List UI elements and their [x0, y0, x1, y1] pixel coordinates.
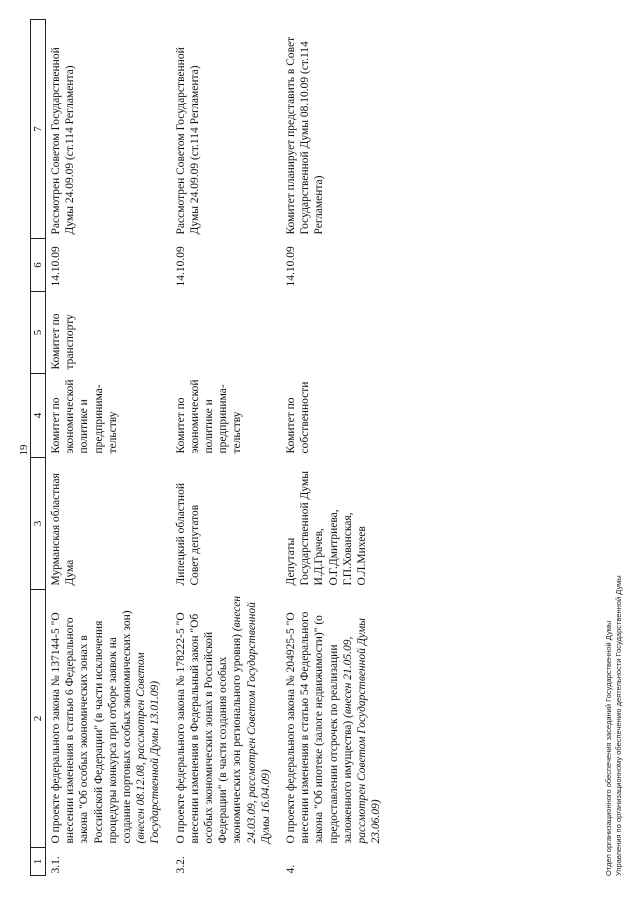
bill-note: (внесен 21.05.09, рассмотрен Советом Государственной Думы 23.06.09)	[341, 618, 383, 844]
responsible-committee: Комитет по экономической политике и предпринима-тельству	[50, 379, 119, 454]
column-header: 6	[31, 239, 46, 292]
bill-title: О проекте федерального закона № 178222-5	[174, 628, 187, 844]
status: Комитет планирует представить в Совет Государственной Думы 08.10.09 (ст.114 Регламента)	[285, 36, 326, 235]
bill-description: "О внесении изменения в статью 54 Федерального закона "Об ипотеке (залоге недвижимости)" (о предоставлении отсрочек по реализации заложенного имущества)	[285, 611, 354, 844]
column-header: 1	[31, 848, 46, 876]
item-number: 4.	[285, 864, 298, 874]
responsible-committee: Комитет по собственности	[285, 381, 312, 454]
table-header-row	[31, 20, 46, 876]
column-header: 3	[31, 458, 46, 590]
deadline-date: 14.10.09	[174, 246, 187, 287]
bills-table	[30, 19, 391, 876]
column-header: 2	[31, 590, 46, 848]
footer-line: Отдел организационного обеспечения заседаний Государственной Думы	[604, 620, 613, 876]
initiator: Депутаты Государственной Думы И.Д.Грачев, О.Г.Дмитриева, Г.П.Хованская, О.Л.Михеев	[285, 471, 369, 586]
column-header: 7	[31, 20, 46, 239]
footer	[604, 575, 624, 876]
bill-description-cell	[46, 590, 171, 848]
item-number: 3.1.	[50, 856, 62, 874]
status: Рассмотрен Советом Государственной Думы 24.09.09 (ст.114 Регламента)	[50, 47, 77, 235]
co-executor-committee	[281, 292, 391, 374]
column-header: 5	[31, 292, 46, 374]
column-header: 4	[31, 374, 46, 458]
initiator: Липецкий областной Совет депутатов	[174, 483, 201, 586]
item-number: 3.2.	[174, 856, 187, 874]
co-executor-committee	[171, 292, 281, 374]
bill-description-cell	[281, 590, 391, 848]
table-row	[46, 20, 171, 876]
page-number: 19	[18, 444, 30, 456]
bill-note: (внесен 24.03.09, рассмотрен Советом Государственной Думы 16.04.09)	[231, 595, 272, 844]
bill-title: О проекте федерального закона № 204925-5	[285, 628, 298, 844]
status: Рассмотрен Советом Государственной Думы 24.09.09 (ст.114 Регламента)	[174, 47, 201, 235]
table-row	[281, 20, 391, 876]
deadline-date: 14.10.09	[285, 246, 298, 287]
responsible-committee: Комитет по экономической политике и предпринима-тельству	[174, 379, 244, 454]
bill-description-cell	[171, 590, 281, 848]
table-row	[171, 20, 281, 876]
footer-line: Управления по организационному обеспечению деятельности Государственной Думы	[614, 575, 623, 876]
deadline-date: 14.10.09	[50, 246, 62, 287]
bill-description: "О внесении изменения в статью 6 Федерального закона "Об особых экономических зонах в Российской Федерации" (в части исключения процедуры конкурса при отборе заявок на создание портовых особых экономических зон)	[50, 610, 134, 844]
bill-title: О проекте федерального закона № 137144-5	[50, 628, 62, 844]
bill-note: (внесен 08.12.08, рассмотрен Советом Государственной Думы 13.01.09)	[135, 652, 162, 844]
bill-description: "О внесении изменения в Федеральный закон "Об особых экономических зонах в Российской Федерации" (в части создания особых экономических зон регионального уровня)	[174, 612, 244, 844]
co-executor-committee: Комитет по транспорту	[50, 313, 77, 370]
initiator: Мурманская областная Дума	[50, 473, 77, 586]
